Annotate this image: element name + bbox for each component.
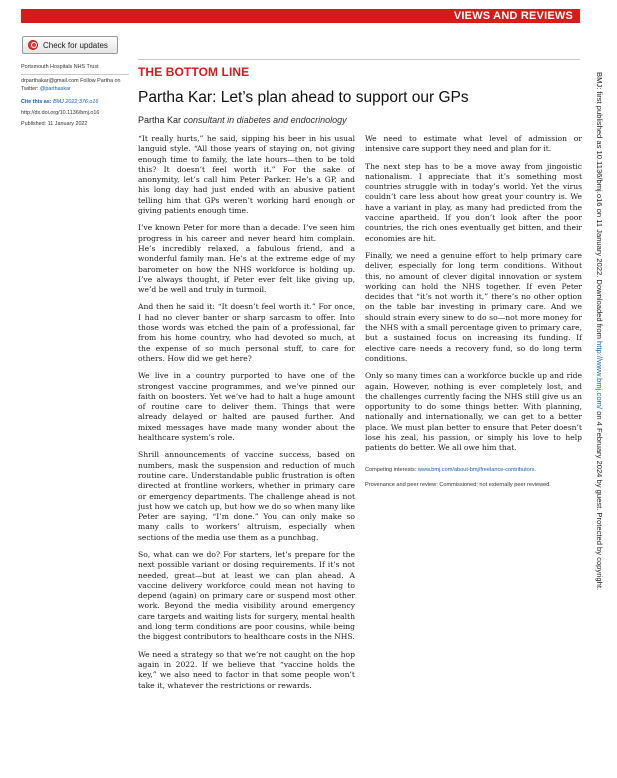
paragraph: I’ve known Peter for more than a decade. I’ve seen him progress in his career and never heard him complain. He’s incredibly relaxed, a fabulous friend, and a wonderful family man. He’s at the extreme edge of my barometer on how the NHS workforce is holding up. I’ve always thought, if Peter ever felt like giving up, we’d be well and truly in turmoil.: [138, 223, 355, 295]
sidebar-divider: [21, 74, 129, 75]
article-column-1: [138, 134, 355, 698]
article-column-2: [365, 134, 582, 496]
published-date: Published: 11 January 2022: [21, 121, 88, 127]
cite-label: Cite this as:: [21, 99, 54, 105]
twitter-link[interactable]: @parthaskar: [39, 86, 71, 92]
paragraph: “It really hurts,” he said, sipping his beer in his usual languid style. “All those years of staying on, not giving enough time to family, the late hours—then to be told this? It doesn’t feel worth it.” For the sake of anonymity, let’s call him Peter Parker. He’s a GP, and his long day had just ended with an abusive patient telling him that GPs weren’t working hard enough or giving patients enough time.: [138, 134, 355, 216]
margin-text-pre: BMJ: first published as 10.1136/bmj.o16 on 11 January 2022. Downloaded from: [595, 72, 604, 342]
paragraph: We need a strategy so that we’re not caught on the hop again in 2022. If we believe that “vaccine holds the key,” we also need to factor in that some people won’t take it, whatever the restrictions or rewards.: [138, 649, 355, 690]
cite-value: BMJ 2022;376:o16: [53, 99, 99, 105]
follow-text: Follow Partha on Twitter:: [21, 78, 121, 92]
check-for-updates-button[interactable]: [22, 36, 118, 54]
competing-interests: [365, 466, 582, 474]
copyright-margin-note: [595, 72, 604, 590]
paragraph: Shrill announcements of vaccine success, based on numbers, mask the suspension and reduction of much routine care. Understandable public frustration is often directed at frontline workers, whether in primary care or emergency departments. The challenge ahead is not just how we catch up, but how we do so when many like Peter are saying, “I’m done.” You can only make so many calls to workers’ altruism, especially when sections of the media use them as a punchbag.: [138, 450, 355, 542]
author-role: consultant in diabetes and endocrinology: [183, 115, 347, 125]
check-for-updates-label: Check for updates: [43, 40, 108, 50]
paragraph: So, what can we do? For starters, let’s prepare for the next possible variant or dosing requirements. If it’s not needed, great—but at least we can plan ahead. A vaccine delivery workforce could mean not having to depend (again) on primary care or suspend most other work. Beyond the media visibility around emergency care targets and waiting lists for surgery, mental health and long term conditions are poor cousins, while being the biggest contributors to healthcare costs in the NHS.: [138, 549, 355, 642]
section-banner: [21, 9, 580, 23]
sidebar-trust: Portsmouth Hospitals NHS Trust: [21, 64, 99, 70]
article-byline: [138, 115, 347, 125]
article-title: Partha Kar: Let’s plan ahead to support our GPs: [138, 89, 469, 106]
competing-link[interactable]: www.bmj.com/about-bmj/freelance-contributors.: [417, 466, 536, 473]
contact-email[interactable]: drparthakar@gmail.com: [21, 78, 79, 84]
section-label: VIEWS AND REVIEWS: [453, 10, 573, 22]
paragraph: The next step has to be a move away from jingoistic nationalism. I appreciate that it’s something most countries struggle with in today’s world. Yet the virus couldn’t care less about how great your country is. We have a variant in play, as many had predicted from the vaccine apartheid. If you don’t look after the poor countries, the rich ones eventually get bitten, and their economies are hit.: [365, 161, 582, 243]
sidebar-cite: [21, 98, 131, 106]
update-icon: [28, 40, 38, 50]
paragraph: We live in a country purported to have one of the strongest vaccine programmes, and we’ve pinned our faith on boosters. Yet we’ve had to halt a huge amount of routine care to deliver them. Things that were already delayed or halted are paused further. And mixed messages have made many wonder about the healthcare system’s role.: [138, 371, 355, 443]
competing-label: Competing interests:: [365, 466, 418, 473]
bmj-link[interactable]: http://www.bmj.com/: [595, 341, 604, 409]
header-divider: [138, 59, 580, 60]
sidebar-contact: [21, 77, 131, 93]
article-kicker: THE BOTTOM LINE: [138, 65, 250, 79]
provenance-note: Provenance and peer review: Commissioned; not externally peer reviewed.: [365, 481, 551, 488]
doi-link[interactable]: http://dx.doi.org/10.1136/bmj.o16: [21, 110, 100, 116]
paragraph: And then he said it: “It doesn’t feel worth it.” For once, I had no clever banter or sharp sarcasm to offer. Into those words was etched the pain of a professional, far from his home country, who had devoted so much, at the expense of so much personal stuff, to care for others. How did we get here?: [138, 302, 355, 363]
paragraph: Only so many times can a workforce buckle up and ride again. However, nothing is ever completely lost, and the challenges currently facing the NHS still give us an opportunity to do some things better. With planning, nationally and internationally, we can get to a better place. We must plan better to ensure that Peter doesn’t lose his zeal, his passion, or simply his love to help patients do better. We all owe him that.: [365, 371, 582, 453]
author-name: Partha Kar: [138, 115, 182, 125]
paragraph: We need to estimate what level of admission or intensive care support they need and plan for it.: [365, 134, 582, 154]
margin-text-post: on 4 February 2024 by guest. Protected by copyright.: [595, 409, 604, 591]
paragraph: Finally, we need a genuine effort to help primary care deliver, especially for long term conditions. Without this, no amount of clever digital innovation or system working can hold the NHS together. If even Peter decides that “it’s not worth it,” there’s no other option on the table bar investing in primary care. And we should strain every sinew to do so—not more money for the NHS with a small percentage given to primary care, but a sustained focus on increasing its funding. If elective care needs a recovery fund, so do long term conditions.: [365, 250, 582, 363]
